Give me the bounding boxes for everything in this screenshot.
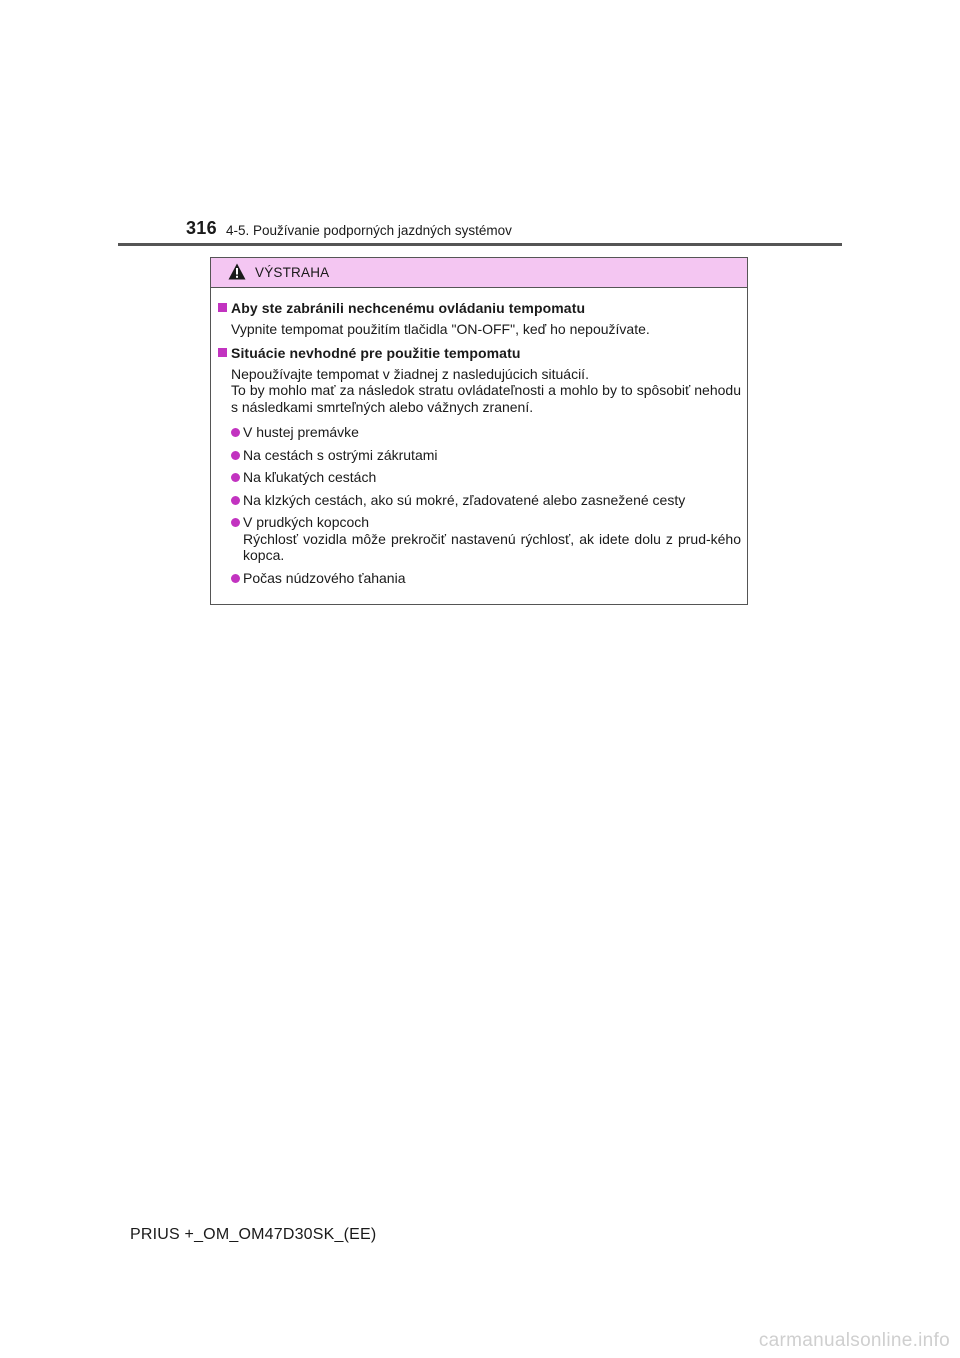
list-item [231,514,741,564]
list-item-text: Na kľukatých cestách [243,469,377,485]
section-heading [216,299,747,318]
warning-triangle-icon [228,263,246,280]
page-header [186,218,786,242]
round-bullet-icon [231,574,240,583]
warning-label: VÝSTRAHA [255,265,330,280]
list-item [231,469,741,486]
paragraph: Nepoužívajte tempomat v žiadnej z nasledujúcich situácií. [231,365,589,382]
list-item-text: Na klzkých cestách, ako sú mokré, zľadovatené alebo zasnežené cesty [243,491,686,508]
round-bullet-icon [231,428,240,437]
list-item-text: V prudkých kopcoch [243,514,370,530]
warning-body [211,288,747,586]
warning-header [211,258,747,288]
watermark: carmanualsonline.info [758,1330,950,1351]
list-item [231,447,741,464]
round-bullet-icon [231,451,240,460]
paragraph: To by mohlo mať za následok stratu ovládateľnosti a mohlo by to spôsobiť nehodu s následkami smrteľných alebo vážnych zranení. [231,382,741,415]
heading-text: Aby ste zabránili nechcenému ovládaniu tempomatu [231,300,586,316]
section-title: 4-5. Používanie podporných jazdných systémov [226,223,512,238]
list-item [231,570,741,587]
list-item-note: Rýchlosť vozidla môže prekročiť nastavenú rýchlosť, ak idete dolu z prud-kého kopca. [243,530,741,563]
document-id: PRIUS +_OM_OM47D30SK_(EE) [130,1226,377,1243]
round-bullet-icon [231,496,240,505]
round-bullet-icon [231,518,240,527]
heading-text: Situácie nevhodné pre použitie tempomatu [231,344,521,361]
list-item-text: Na cestách s ostrými zákrutami [243,446,438,463]
square-bullet-icon [218,303,227,312]
list-item-text: V hustej premávke [243,424,359,440]
round-bullet-icon [231,473,240,482]
warning-box [210,257,748,605]
list-item [231,424,741,441]
page-number: 316 [186,218,217,238]
square-bullet-icon [218,348,227,357]
section-heading [216,344,747,363]
header-divider [118,243,842,246]
list-item [231,492,741,509]
list-item-text: Počas núdzového ťahania [243,569,406,586]
paragraph: Vypnite tempomat použitím tlačidla "ON-OFF", keď ho nepoužívate. [231,321,650,337]
